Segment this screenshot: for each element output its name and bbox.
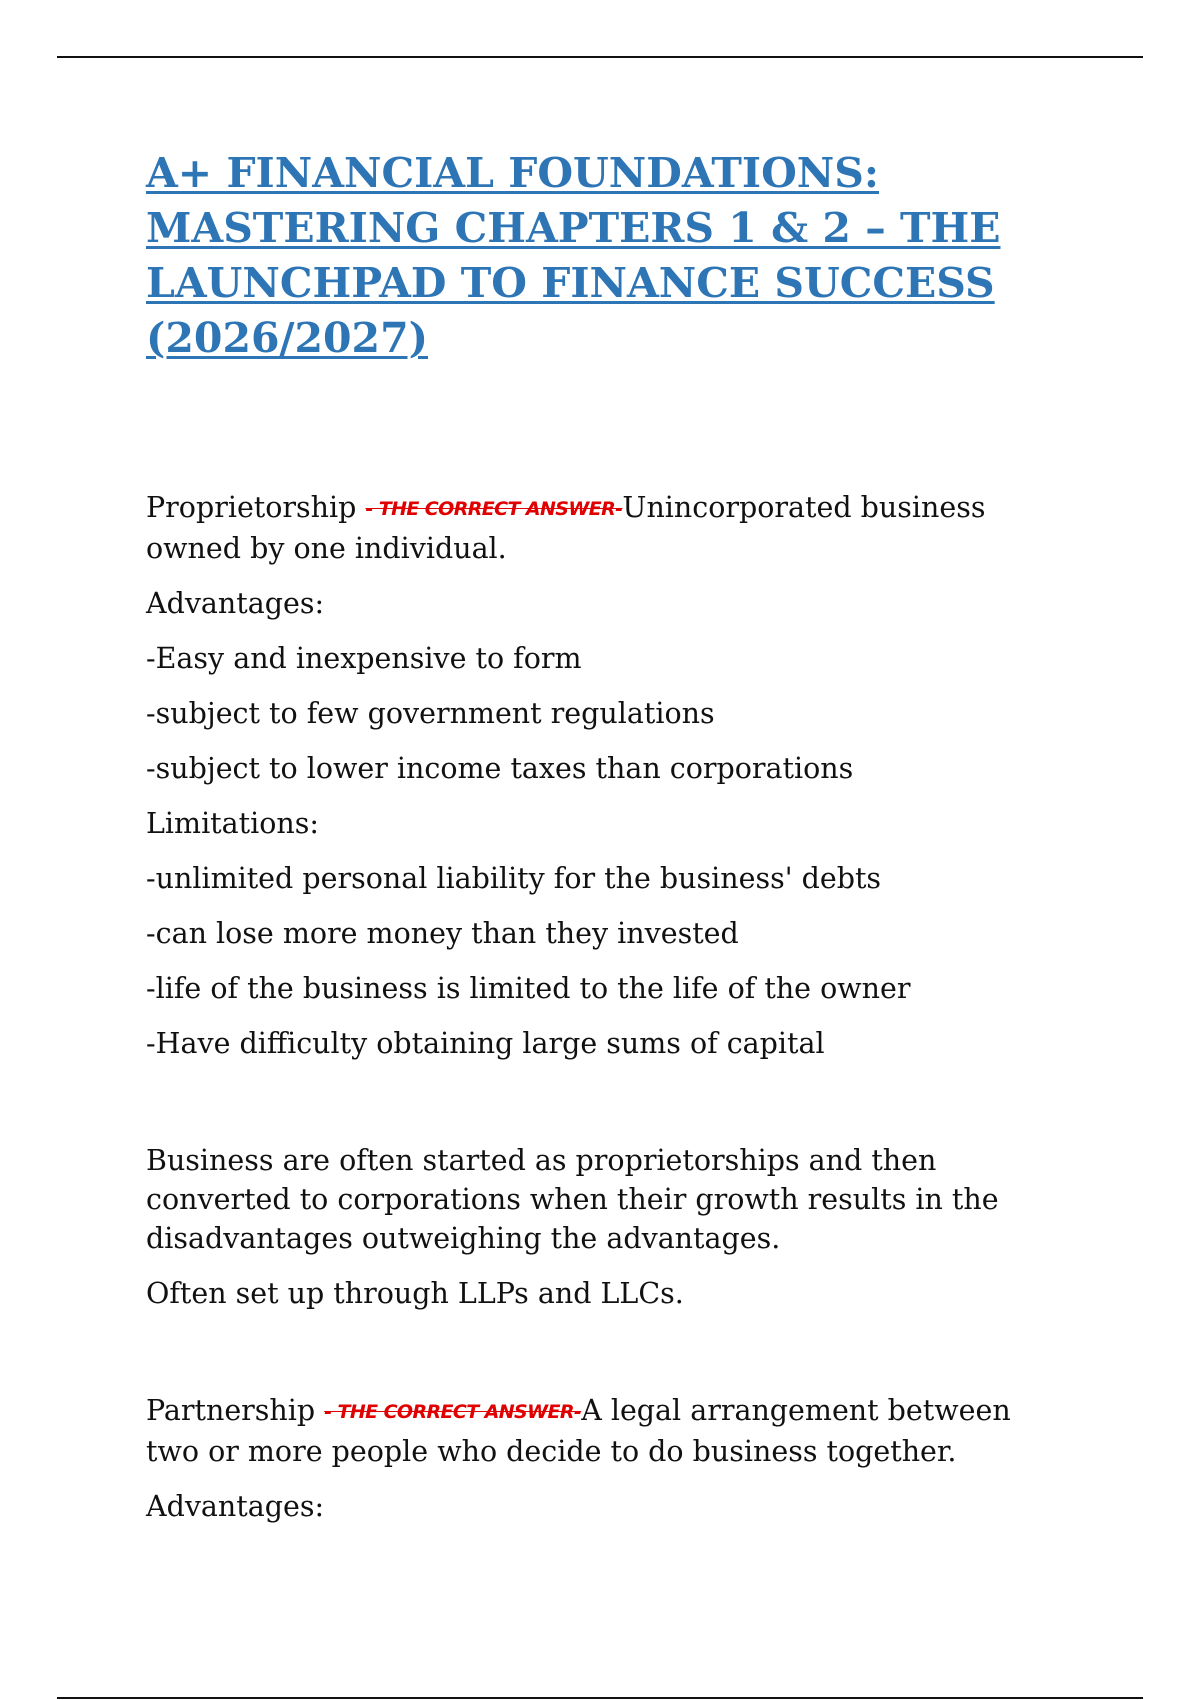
limitation-item: -Have difficulty obtaining large sums of capital [146,1027,825,1060]
spacer [146,1329,1046,1391]
limitation-item: -can lose more money than they invested [146,917,739,950]
title-line: A+ FINANCIAL FOUNDATIONS: [146,149,880,197]
document-body [146,488,1046,1542]
advantages-label: Advantages: [146,1490,325,1523]
spacer [146,1079,1046,1141]
limitations-label: Limitations: [146,807,319,840]
definition-text: owned by one individual. [146,532,507,565]
advantage-item: -subject to lower income taxes than corporations [146,752,854,785]
partnership-definition [146,1391,1046,1471]
proprietorship-definition [146,488,1046,568]
limitation-item: -unlimited personal liability for the business' debts [146,862,882,895]
proprietorship-note [146,1141,1046,1258]
correct-answer-tag: - THE CORRECT ANSWER- [324,1401,582,1423]
proprietorship-note-2: Often set up through LLPs and LLCs. [146,1277,684,1310]
note-line: converted to corporations when their growth results in the [146,1183,999,1216]
title-line: MASTERING CHAPTERS 1 & 2 – THE [146,204,1001,252]
term-proprietorship: Proprietorship [146,491,366,524]
note-line: Business are often started as proprietorships and then [146,1144,937,1177]
definition-text: Unincorporated business [622,491,986,524]
note-line: disadvantages outweighing the advantages. [146,1222,781,1255]
title-line: LAUNCHPAD TO FINANCE SUCCESS [146,259,995,307]
title-line: (2026/2027) [146,314,428,362]
bottom-rule [57,1697,1143,1699]
limitation-item: -life of the business is limited to the life of the owner [146,972,911,1005]
document-title [146,146,1046,366]
advantages-label: Advantages: [146,587,325,620]
advantage-item: -Easy and inexpensive to form [146,642,582,675]
top-rule [57,56,1143,58]
correct-answer-tag: - THE CORRECT ANSWER- [365,498,623,520]
definition-text: two or more people who decide to do business together. [146,1435,957,1468]
advantage-item: -subject to few government regulations [146,697,715,730]
term-partnership: Partnership [146,1394,325,1427]
definition-text: A legal arrangement between [581,1394,1011,1427]
